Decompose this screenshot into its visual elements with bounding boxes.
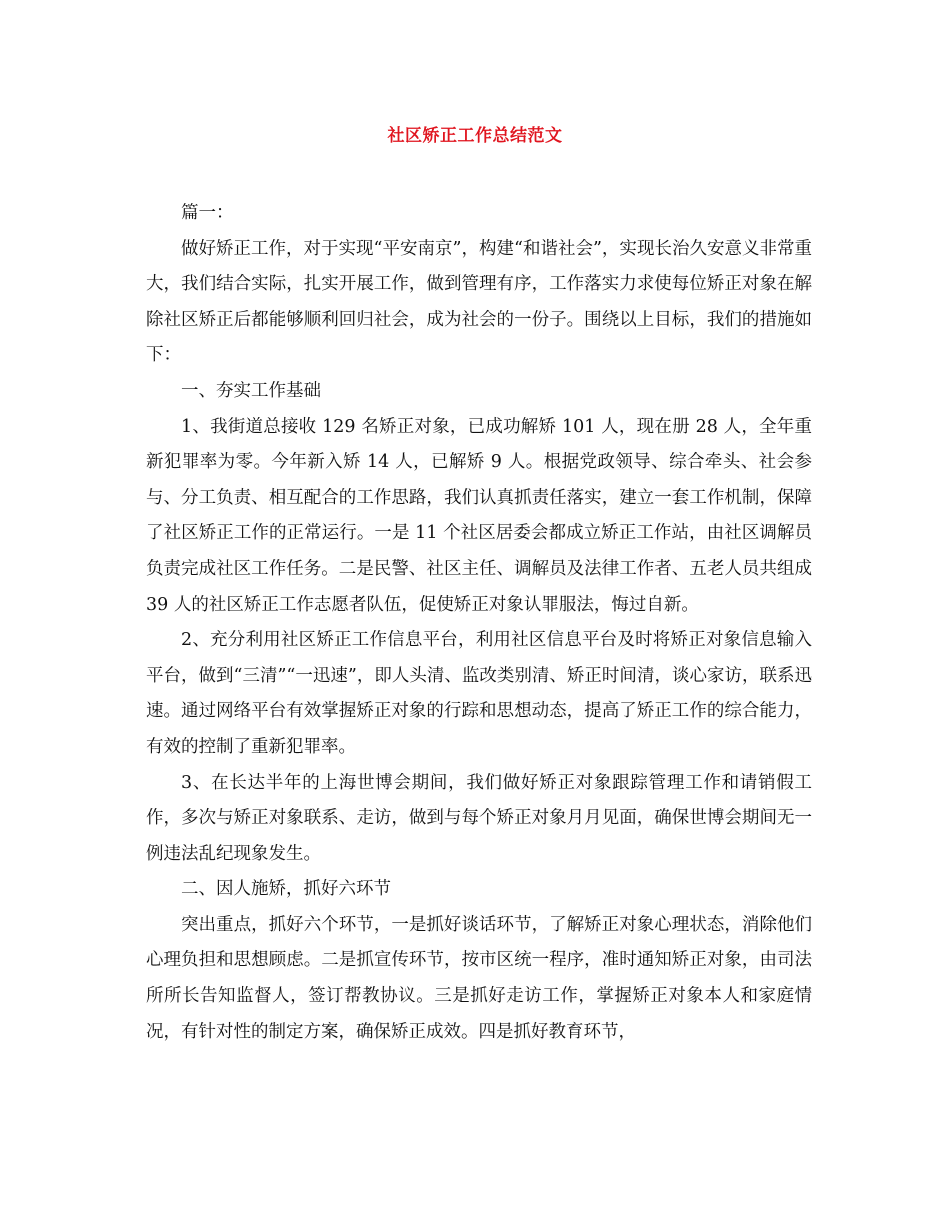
heading-section-two: 二、因人施矫，抓好六环节 <box>181 879 391 900</box>
document-body <box>146 196 812 1050</box>
paragraph-item-two: 2、充分利用社区矫正工作信息平台，利用社区信息平台及时将矫正对象信息输入平台，做到“三清”“一迅速”，即人头清、监改类别清、矫正时间清，谈心家访，联系迅速。通过网络平台有效掌握矫正对象的行踪和思想动态，提高了矫正工作的综合能力，有效的控制了重新犯罪率。 <box>146 630 812 757</box>
paragraph-section-label: 篇一： <box>181 203 234 223</box>
heading-section-one: 一、夯实工作基础 <box>181 380 321 401</box>
paragraph-item-one: 1、我街道总接收 129 名矫正对象，已成功解矫 101 人，现在册 28 人，全年重新犯罪率为零。今年新入矫 14 人，已解矫 9 人。根据党政领导、综合牵头、社会参与、分工负责、相互配合的工作思路，我们认真抓责任落实，建立一套工作机制，保障了社区矫正工作的正常运行。一是 11 个社区居委会都成立矫正工作站，由社区调解员负责完成社区工作任务。二是民警、社区主任、调解员及法律工作者、五老人员共组成 39 人的社区矫正工作志愿者队伍，促使矫正对象认罪服法，悔过自新。 <box>146 416 812 615</box>
paragraph-six-links: 突出重点，抓好六个环节，一是抓好谈话环节，了解矫正对象心理状态，消除他们心理负担和思想顾虑。二是抓宣传环节，按市区统一程序，准时通知矫正对象，由司法所所长告知监督人，签订帮教协议。三是抓好走访工作，掌握矫正对象本人和家庭情况，有针对性的制定方案，确保矫正成效。四是抓好教育环节， <box>146 914 812 1042</box>
paragraph-intro: 做好矫正工作，对于实现“平安南京”，构建“和谐社会”，实现长治久安意义非常重大，我们结合实际，扎实开展工作，做到管理有序，工作落实力求使每位矫正对象在解除社区矫正后都能够顺利回归社会，成为社会的一份子。围绕以上目标，我们的措施如下： <box>146 238 812 366</box>
paragraph-item-three: 3、在长达半年的上海世博会期间，我们做好矫正对象跟踪管理工作和请销假工作，多次与矫正对象联系、走访，做到与每个矫正对象月月见面，确保世博会期间无一例违法乱纪现象发生。 <box>146 772 812 864</box>
document-title: 社区矫正工作总结范文 <box>387 126 563 146</box>
